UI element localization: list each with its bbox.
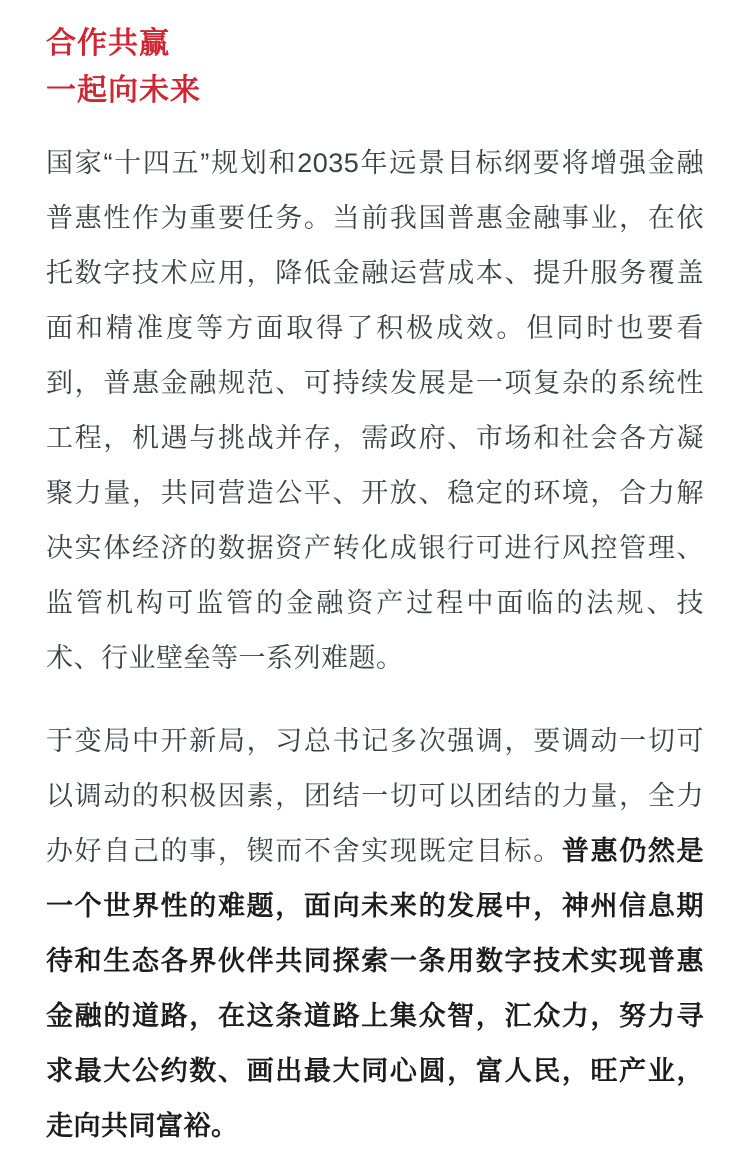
paragraph-2-regular-text: 于变局中开新局，习总书记多次强调，要调动一切可以调动的积极因素，团结一切可以团结的力量，全力办好自己的事，锲而不舍实现既定目标。 xyxy=(46,726,704,866)
paragraph-2-bold-text: 普惠仍然是一个世界性的难题，面向未来的发展中，神州信息期待和生态各界伙伴共同探索一条用数字技术实现普惠金融的道路，在这条道路上集众智，汇众力，努力寻求最大公约数、画出最大同心圆，富人民，旺产业，走向共同富裕。 xyxy=(46,836,705,1141)
page-title-line2: 一起向未来 xyxy=(46,74,201,107)
paragraph-2 xyxy=(46,714,704,1154)
page-title xyxy=(46,20,704,114)
paragraph-1: 国家“十四五”规划和2035年远景目标纲要将增强金融普惠性作为重要任务。当前我国普惠金融事业，在依托数字技术应用，降低金融运营成本、提升服务覆盖面和精准度等方面取得了积极成效。但同时也要看到，普惠金融规范、可持续发展是一项复杂的系统性工程，机遇与挑战并存，需政府、市场和社会各方凝聚力量，共同营造公平、开放、稳定的环境，合力解决实体经济的数据资产转化成银行可进行风控管理、监管机构可监管的金融资产过程中面临的法规、技术、行业壁垒等一系列难题。 xyxy=(46,148,704,673)
page-title-line1: 合作共赢 xyxy=(46,27,170,60)
